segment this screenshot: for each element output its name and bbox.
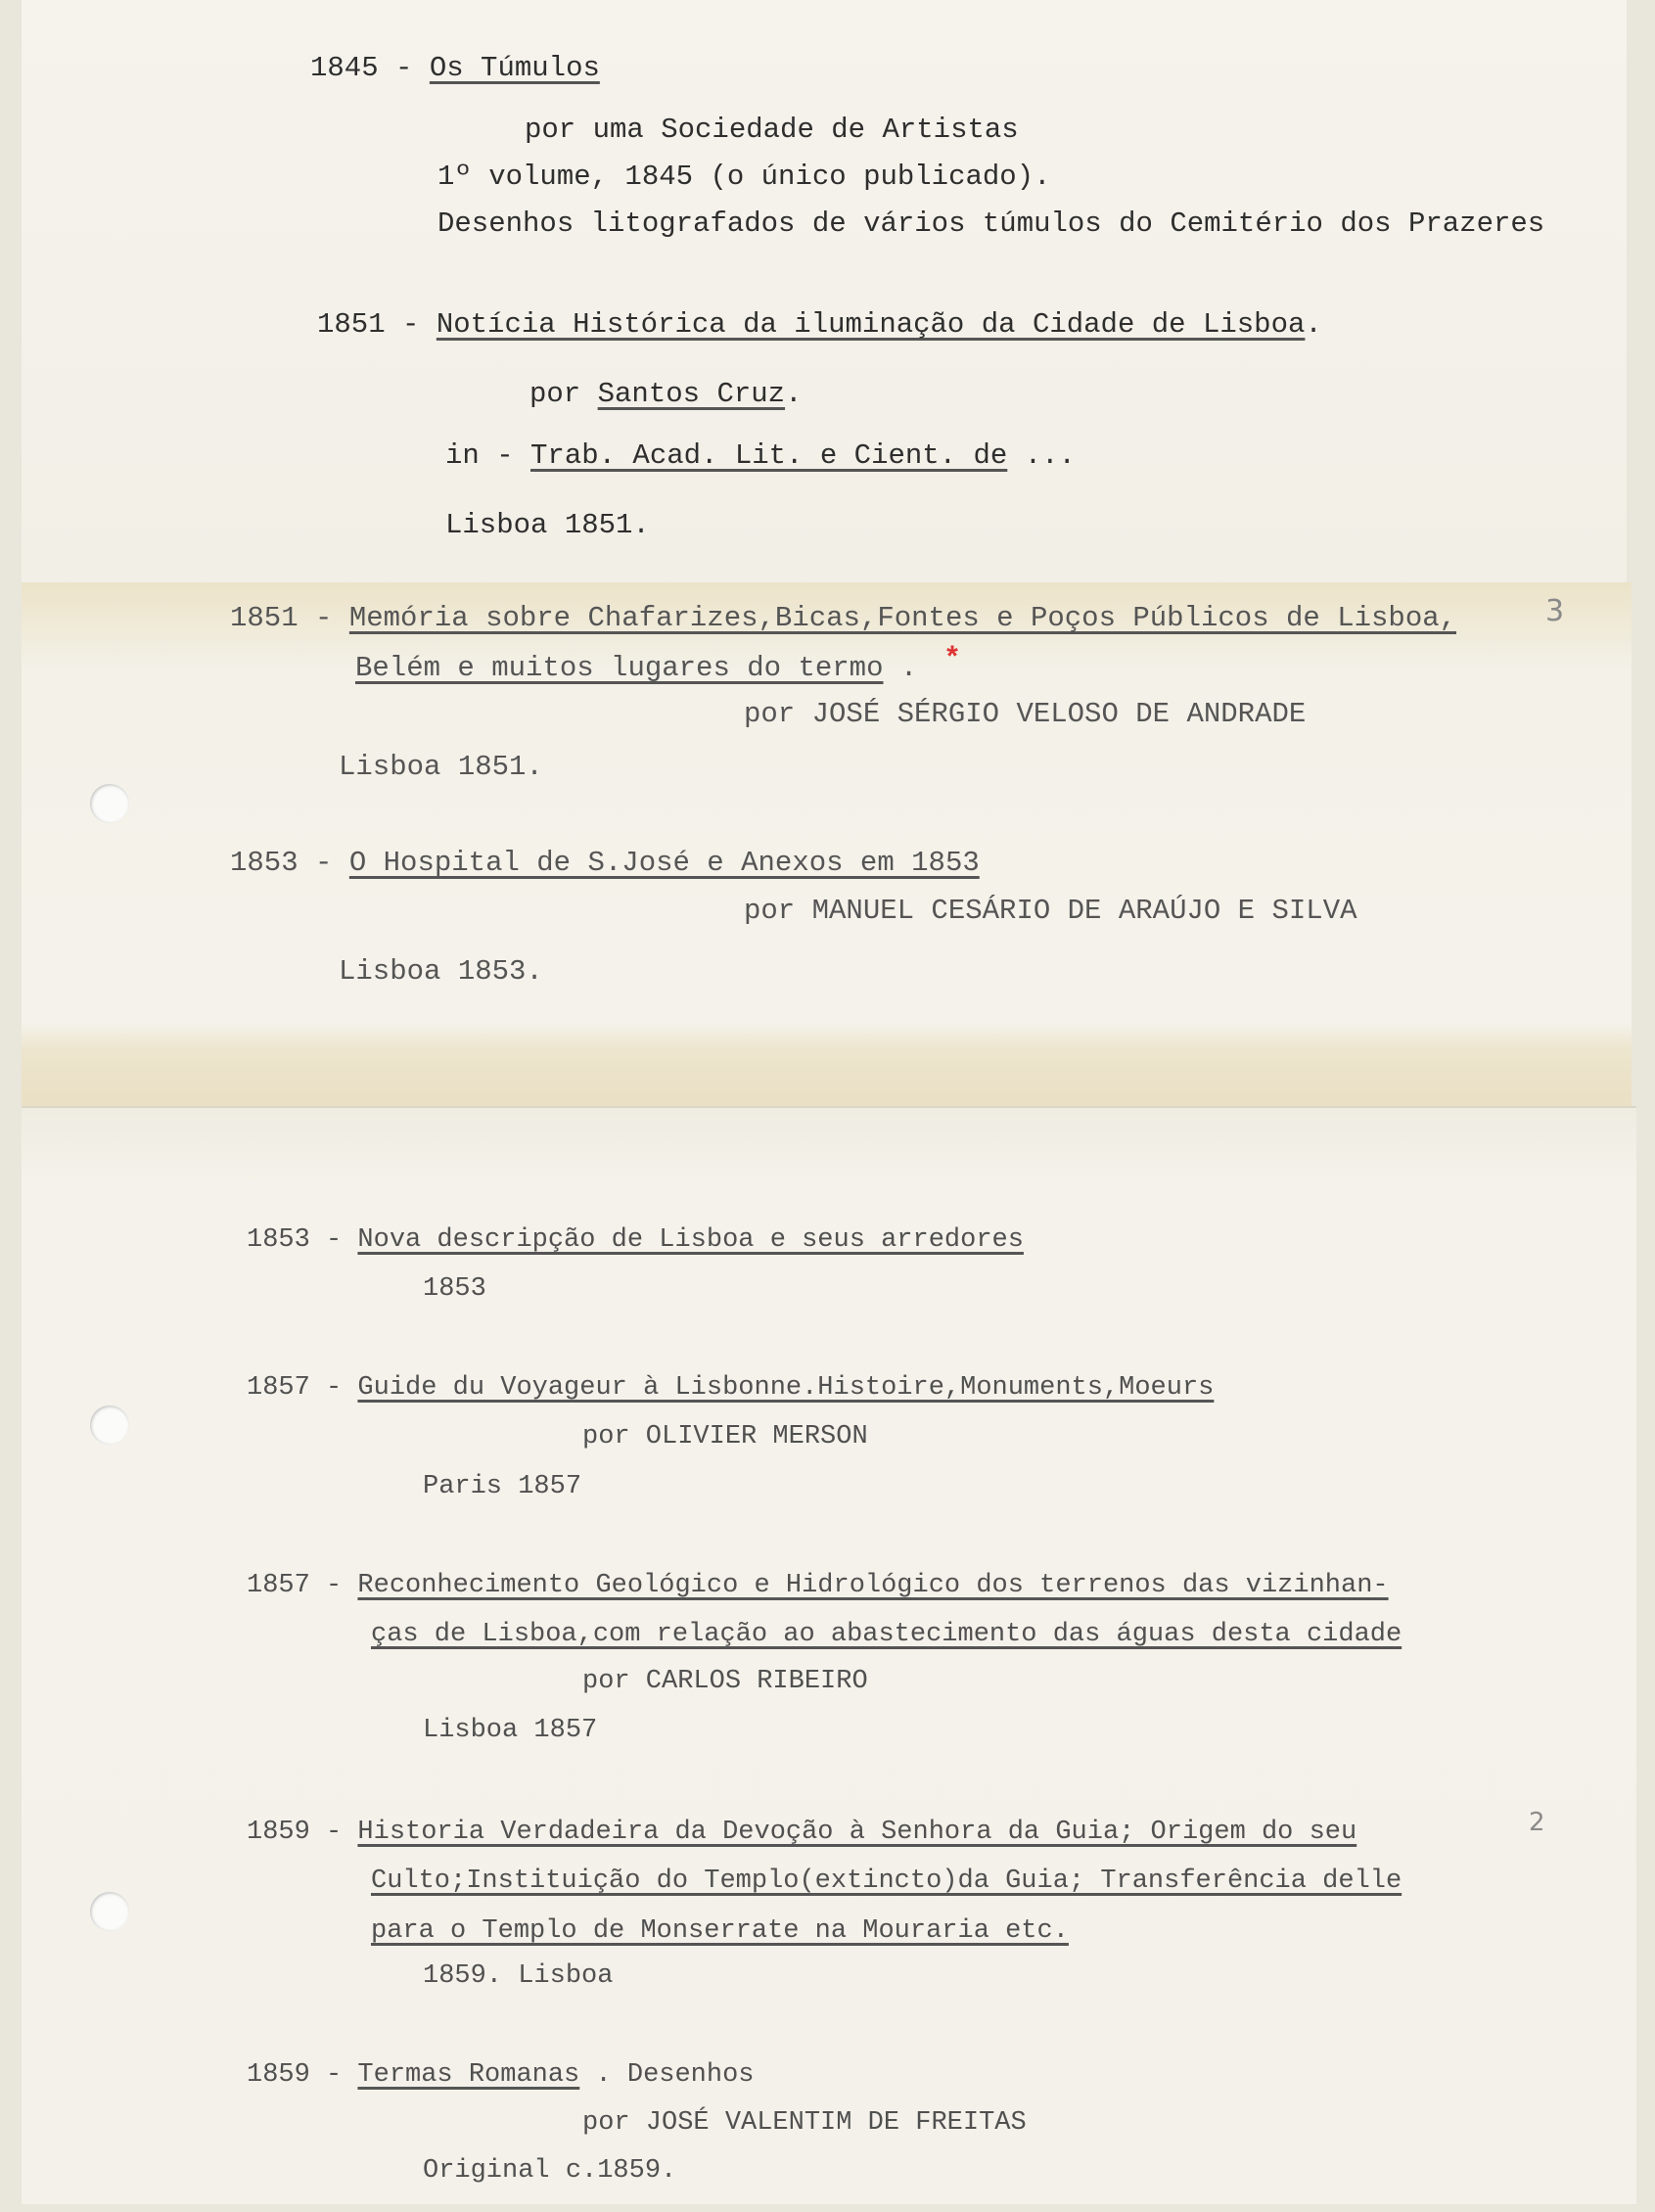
title: Reconhecimento Geológico e Hidrológico dos terrenos das vizinhan- xyxy=(357,1571,1389,1600)
entry-1851-memoria-heading xyxy=(230,604,1456,632)
author-line: por JOSÉ SÉRGIO VELOSO DE ANDRADE xyxy=(744,698,1307,730)
red-asterisk-mark: * xyxy=(943,643,962,676)
punch-hole xyxy=(90,1892,129,1931)
source-suffix: ... xyxy=(1007,439,1076,472)
author-line: por OLIVIER MERSON xyxy=(582,1422,868,1452)
title: ças de Lisboa,com relação ao abastecimento das águas desta cidade xyxy=(371,1620,1402,1649)
year: 1857 xyxy=(247,1373,310,1403)
dash: - xyxy=(378,52,430,84)
year: 1853 xyxy=(230,847,299,879)
year: 1859 xyxy=(247,1818,310,1847)
entry-1859-termas-heading xyxy=(247,2062,755,2089)
author: Santos Cruz xyxy=(597,378,786,410)
place-line: 1853 xyxy=(423,1274,486,1304)
title-continuation xyxy=(355,654,917,682)
punch-hole xyxy=(90,1406,129,1445)
margin-note: 3 xyxy=(1545,594,1565,628)
entry-1853-nova-heading xyxy=(247,1227,1024,1254)
place-line: Original c.1859. xyxy=(423,2156,677,2186)
dash: - xyxy=(309,1225,358,1255)
title: Os Túmulos xyxy=(429,52,600,84)
title-continuation xyxy=(371,1622,1402,1648)
entry-1857-guide-heading xyxy=(247,1375,1214,1402)
entry-1857-reconhecimento-heading xyxy=(247,1573,1389,1599)
year: 1851 xyxy=(230,602,299,634)
dash: - xyxy=(309,1571,358,1600)
title-continuation xyxy=(371,1868,1402,1895)
volume-line: 1º volume, 1845 (o único publicado). xyxy=(437,161,1051,193)
title: Nova descripção de Lisboa e seus arredores xyxy=(357,1225,1024,1255)
author-line: por uma Sociedade de Artistas xyxy=(525,114,1019,146)
entry-1853-hospital-heading xyxy=(230,849,980,877)
author-line: por CARLOS RIBEIRO xyxy=(582,1667,868,1696)
place-line: Lisboa 1851. xyxy=(445,509,650,541)
margin-note: 2 xyxy=(1529,1808,1545,1837)
author-line: por JOSÉ VALENTIM DE FREITAS xyxy=(582,2108,1027,2138)
title: Guide du Voyageur à Lisbonne.Histoire,Monuments,Moeurs xyxy=(357,1373,1215,1403)
card-strip-2 xyxy=(22,582,1632,1111)
entry-1845-heading xyxy=(310,54,600,82)
title: O Hospital de S.José e Anexos em 1853 xyxy=(348,847,980,879)
title: Belém e muitos lugares do termo xyxy=(355,652,884,684)
title: Historia Verdadeira da Devoção à Senhora da Guia; Origem do seu xyxy=(357,1818,1357,1847)
dash: - xyxy=(309,2060,358,2090)
by-suffix: . xyxy=(785,378,803,410)
card-strip-1 xyxy=(22,0,1627,587)
dash: - xyxy=(298,602,349,634)
author-line: por MANUEL CESÁRIO DE ARAÚJO E SILVA xyxy=(744,895,1357,927)
year: 1851 xyxy=(317,308,386,341)
place-line: Paris 1857 xyxy=(423,1472,582,1501)
title-suffix: . xyxy=(883,652,918,684)
card-strip-3 xyxy=(22,1106,1636,2204)
dash: - xyxy=(385,308,437,341)
title: para o Templo de Monserrate na Mouraria etc. xyxy=(371,1916,1069,1946)
in-prefix: in - xyxy=(445,439,531,472)
title: Notícia Histórica da iluminação da Cidade de Lisboa xyxy=(436,308,1306,341)
title-suffix: . xyxy=(1305,308,1322,341)
place-line: Lisboa 1853. xyxy=(339,955,543,988)
dash: - xyxy=(298,847,349,879)
source-line xyxy=(445,441,1076,470)
title: Memória sobre Chafarizes,Bicas,Fontes e Poços Públicos de Lisboa, xyxy=(348,602,1457,634)
year: 1859 xyxy=(247,2060,310,2090)
title-suffix: . Desenhos xyxy=(579,2060,755,2090)
by-prefix: por xyxy=(529,378,598,410)
place-line: Lisboa 1857 xyxy=(423,1716,598,1745)
source: Trab. Acad. Lit. e Cient. de xyxy=(530,439,1008,472)
punch-hole xyxy=(90,784,129,823)
entry-1851-heading xyxy=(317,310,1322,339)
year: 1845 xyxy=(310,52,379,84)
description-line: Desenhos litografados de vários túmulos do Cemitério dos Prazeres xyxy=(437,207,1545,240)
place-line: 1859. Lisboa xyxy=(423,1961,614,1991)
author-line xyxy=(529,380,802,408)
year: 1853 xyxy=(247,1225,310,1255)
title: Culto;Instituição do Templo(extincto)da Guia; Transferência delle xyxy=(371,1866,1402,1896)
entry-1859-historia-heading xyxy=(247,1820,1356,1846)
title: Termas Romanas xyxy=(357,2060,580,2090)
place-line: Lisboa 1851. xyxy=(339,751,543,783)
dash: - xyxy=(309,1373,358,1403)
dash: - xyxy=(309,1818,358,1847)
title-continuation xyxy=(371,1918,1069,1945)
year: 1857 xyxy=(247,1571,310,1600)
